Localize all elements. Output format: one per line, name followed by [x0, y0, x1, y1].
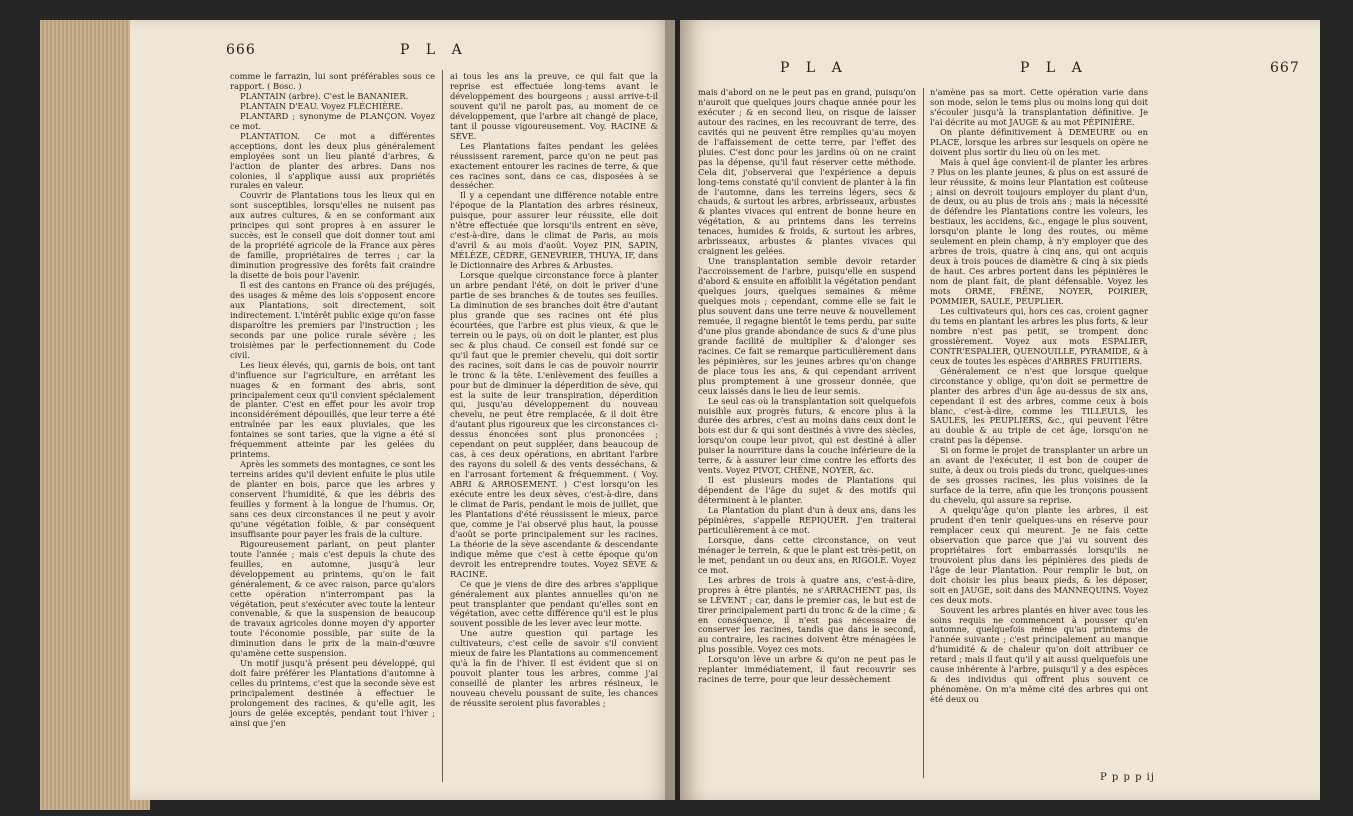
right-running-head-left: P L A — [780, 60, 848, 76]
paragraph: Lorsque quelque circonstance force à planter un arbre pendant l'été, on doit le priver d'une partie de ses branches & de toutes ses feuilles. La diminution de ses branches doit être d'autant plus grande que ses racines ont été plus écourtées, que l'arbre est plus vieux, & que le terrein ou le pays, où on doit le planter, est plus sec & plus chaud. Ce conseil est fondé sur ce qu'il faut que le premier chevelu, qui doit sortir des racines, soit dans le cas de pouvoir nourrir le tronc & la tête. L'enlèvement des feuilles a pour but de diminuer la déperdition de sève, qui est la suite de leur transpiration, déperdition qui, jusqu'au développement du nouveau chevelu, ne peut être remplacée, & il doit être d'autant plus rigoureux que les circonstances ci-dessus énoncées sont plus prononcées ; cependant on peut suppléer, dans beaucoup de cas, à ces deux opérations, en abritant l'arbre des rayons du soleil & des vents desséchans, & en l'arrosant fortement & fréquemment. ( Voy. ABRI & ARROSEMENT. ) C'est lorsqu'on les exécute entre les deux sèves, c'est-à-dire, dans le climat de Paris, pendant le mois de juillet, que les Plantations d'été réussissent le mieux, parce que, comme je l'ai observé plus haut, la pousse d'août se porte principalement sur les racines. La théorie de la sève ascendante & descendante indique même que c'est à cette époque qu'on devroit les entreprendre toutes. Voyez SÈVE & RACINE. — [450, 270, 658, 579]
right-page — [680, 20, 1320, 800]
paragraph: La Plantation du plant d'un à deux ans, dans les pépinières, s'appelle REPIQUER. J'en traiterai particulièrement à ce mot. — [698, 505, 916, 535]
paragraph: comme le farrazin, lui sont préférables sous ce rapport. ( Bosc. ) — [230, 71, 435, 91]
paragraph: PLANTARD ; synonyme de PLANÇON. Voyez ce mot. — [230, 110, 435, 131]
paragraph: Les lieux élevés, qui, garnis de bois, ont tant d'influence sur l'agriculture, en arrêtant les nuages & en formant des abris, sont principalement ceux qu'il convient spécialement de planter. C'est en effet pour les avoir trop inconsidérément dépouillés, que leur terre a été entraînée par les eaux pluviales, que les fontaines se sont taries, que la vigne a été si fréquemment atteinte par les gelées du printems. — [230, 359, 435, 460]
paragraph: Lorsque, dans cette circonstance, on veut ménager le terrein, & que le plant est très-petit, on le met, pendant un ou deux ans, en RIGOLE. Voyez ce mot. — [698, 534, 916, 575]
paragraph: n'amène pas sa mort. Cette opération varie dans son mode, selon le tems plus ou moins long qui doit s'écouler jusqu'à la transplantation définitive. Je l'ai décrite au mot JAUGE & au mot PÉPINIÈRE. — [930, 87, 1148, 127]
paragraph: PLANTAIN D'EAU. Voyez FLÉCHIÈRE. — [240, 100, 404, 111]
right-column-1 — [698, 88, 916, 685]
left-column-2 — [450, 72, 658, 709]
paragraph: Rigoureusement parlant, on peut planter toute l'année ; mais c'est depuis la chute des feuilles, en automne, jusqu'à leur développement au printems, qu'on le fait généralement, & ce avec raison, parce qu'alors cette opération n'interrompant pas la végétation, peut s'exécuter avec toute la lenteur convenable, & que la suspension de beaucoup de travaux agricoles donne moyen d'y apporter toute l'économie possible, par suite de la diminution dans le prix de la main-d'œuvre qu'amène cette suspension. — [230, 538, 435, 659]
paragraph: PLANTAIN (arbre). C'est le BANANIER. — [240, 90, 409, 101]
right-running-head-right: P L A — [1020, 60, 1088, 76]
paragraph: ai tous les ans la preuve, ce qui fait que la reprise est effectuée long-tems avant le développement des bourgeons ; aussi arrive-t-il souvent qu'il ne paroît pas, au moment de ce développement, que l'arbre ait changé de place, tant il pousse vigoureusement. Voy. RACINE & SÈVE. — [450, 71, 658, 141]
paragraph: Une transplantation semble devoir retarder l'accroissement de l'arbre, puisqu'elle en suspend d'abord & ensuite en affoiblit la végétation pendant quelques jours, quelques semaines & même quelques mois ; cependant, comme elle se fait le plus souvent dans une terre neuve & nouvellement remuée, il regagne bientôt le tems perdu, par suite d'une plus grande abondance de sucs & d'une plus grande facilité de multiplier & d'alonger ses racines. Ce fait se remarque particulièrement dans les pépinières, sur les jeunes arbres qu'on change de place tous les ans, & qui cependant arrivent plus promptement à une grosseur donnée, que ceux laissés dans le lieu de leur semis. — [698, 256, 916, 396]
paragraph: Après les sommets des montagnes, ce sont les terreins arides qu'il devient enfuite le plus utile de planter en bois, parce que les arbres y conservent l'humidité, & que les débris des feuilles y forment à la longue de l'humus. Or, sans ces deux circonstances il ne peut y avoir qu'une végétation foible, & par conséquent insuffisante pour payer les frais de la culture. — [230, 459, 435, 539]
paragraph: Souvent les arbres plantés en hiver avec tous les soins requis ne commencent à pousser qu'en automne, quelquefois même qu'au printems de l'année suivante ; c'est principalement au manque d'humidité & de chaleur qu'on doit attribuer ce retard ; mais il faut qu'il y ait aussi quelquefois une cause inhérente à l'arbre, puisqu'il y a des espèces & des individus qui offrent plus souvent ce phénomène. On m'a même cité des arbres qui ont été deux ou — [930, 604, 1148, 705]
paragraph: PLANTATION. Ce mot a différentes acceptions, dont les deux plus généralement employées sont un lieu planté d'arbres, & l'action de planter des arbres. Dans nos colonies, il s'applique aussi aux propriétés rurales en valeur. — [230, 130, 435, 191]
paragraph: Couvrir de Plantations tous les lieux qui en sont susceptibles, lorsqu'elles ne nuisent pas aux autres cultures, & en se conformant aux principes qui sont propres à en assurer le succès, est le conseil que doit donner tout ami de la propriété agricole de la France aux pères de famille, propriétaires de terres ; car la diminution progressive des forêts fait craindre la disette de bois pour l'avenir. — [230, 190, 435, 281]
column-rule — [923, 88, 924, 778]
left-column-1 — [230, 72, 435, 729]
paragraph: Une autre question qui partage les cultivateurs, c'est celle de savoir s'il convient mieux de faire les Plantations au commencement qu'à la fin de l'hiver. Il est évident que si on pouvoit planter tous les arbres, comme j'ai conseillé de planter les arbres résineux, le nouveau chevelu poussant de suite, les chances de réussite seroient plus favorables ; — [450, 628, 658, 709]
paragraph: On plante définitivement à DEMEURE ou en PLACE, lorsque les arbres sur lesquels on opère ne doivent plus sortir du lieu où on les met. — [930, 126, 1148, 157]
paragraph: Il y a cependant une différence notable entre l'époque de la Plantation des arbres résineux, puisque, pour assurer leur réussite, elle doit n'être effectuée que lorsqu'ils entrent en sève, c'est-à-dire, dans le climat de Paris, au mois d'avril & au mois d'août. Voyez PIN, SAPIN, MÉLÈZE, CÈDRE, GENEVRIER, THUYA, IF, dans le Dictionnaire des Arbres & Arbustes. — [450, 190, 658, 271]
paragraph: Il est plusieurs modes de Plantations qui dépendent de l'âge du sujet & des motifs qui déterminent à le planter. — [698, 475, 916, 506]
paragraph: Les cultivateurs qui, hors ces cas, croient gagner du tems en plantant les arbres les plus forts, & leur nombre n'est pas petit, se trompent donc grossièrement. Voyez aux mots ESPALIER, CONTR'ESPALIER, QUENOUILLE, PYRAMIDE, & à ceux de toutes les espèces d'ARBRES FRUITIERS. — [930, 305, 1148, 366]
column-rule — [442, 70, 443, 782]
paragraph: A quelqu'âge qu'on plante les arbres, il est prudent d'en tenir quelques-uns en réserve pour remplacer ceux qui meurent. Je ne fais cette observation que parce que j'ai vu souvent des propriétaires fort embarrassés lorsqu'ils ne trouvoient plus dans les pépinières des pieds de l'âge de leur Plantation. Pour remplir le but, on doit choisir les plus beaux pieds, & les déposer, soit en JAUGE, soit dans des MANNEQUINS. Voyez ces deux mots. — [930, 505, 1148, 605]
paragraph: Ce que je viens de dire des arbres s'applique généralement aux plantes annuelles qu'on ne peut transplanter que pendant qu'elles sont en végétation, avec cette différence qu'il est le plus souvent possible de les lever avec leur motte. — [450, 578, 658, 629]
left-page-number: 666 — [226, 42, 256, 58]
left-running-head: P L A — [400, 42, 468, 58]
paragraph: Mais à quel âge convient-il de planter les arbres ? Plus on les plante jeunes, & plus on est assuré de leur réussite, & moins leur Plantation est coûteuse ; ainsi on devroit toujours employer du plant d'un, de deux, ou au plus de trois ans ; mais la nécessité de défendre les Plantations contre les voleurs, les bestiaux, les accidens, &c., engage le plus souvent, lorsqu'on plante le long des routes, ou même seulement en plein champ, à n'y employer que des arbres de trois, quatre à cinq ans, qui ont acquis deux à trois pouces de diamètre & cinq à six pieds de haut. Ces arbres portent dans les pépinières le nom de plant fait, de plant défensable. Voyez les mots ORME, FRÊNE, NOYER, POIRIER, POMMIER, SAULE, PEUPLIER. — [930, 156, 1148, 307]
paragraph: Lorsqu'on lève un arbre & qu'on ne peut pas le replanter immédiatement, il faut recouvrir ses racines de terre, pour que leur dessèchement — [698, 654, 916, 685]
paragraph: Généralement ce n'est que lorsque quelque circonstance y oblige, qu'on doit se permettre de planter des arbres d'un âge au-dessus de six ans, cependant il est des arbres, comme ceux à bois blanc, c'est-à-dire, comme les TILLEULS, les SAULES, les PEUPLIERS, &c., qui peuvent l'être au double & au triple de cet âge, lorsqu'on ne craint pas la dépense. — [930, 365, 1148, 446]
paragraph: Le seul cas où la transplantation soit quelquefois nuisible aux progrès futurs, & encore plus à la durée des arbres, c'est au moins dans ceux dont le bois est dur & qui sont destinés à vivre des siècles, lorsqu'on coupe leur pivot, qui est destiné à aller puiser la nourriture dans la couche inférieure de la terre, & à assurer leur cime contre les efforts des vents. Voyez PIVOT, CHÊNE, NOYER, &c. — [698, 395, 916, 476]
left-page — [130, 20, 675, 800]
signature-mark: P p p p ij — [1100, 772, 1155, 783]
paragraph: Les arbres de trois à quatre ans, c'est-à-dire, propres à être plantés, ne s'ARRACHENT pas, ils se LÈVENT ; car, dans le premier cas, le but est de tirer principalement parti du tronc & de la cime ; & en conséquence, il n'est pas nécessaire de conserver les racines, tandis que dans le second, au contraire, les racines doivent être ménagées le plus possible. Voyez ces mots. — [698, 574, 916, 655]
paragraph: mais d'abord on ne le peut pas en grand, puisqu'on n'auroit que quelques jours chaque année pour les exécuter ; & en second lieu, on risque de laisser autour des racines, en les recouvrant de terre, des cavités qui ne peuvent être remplies qu'au moyen de l'affaissement de cette terre, par l'effet des pluies. C'est donc pour les jardins où on ne craint pas la dépense, qu'il faut réserver cette méthode. Cela dit, j'observerai que l'expérience a depuis long-tems constaté qu'il convient de planter à la fin de l'automne, dans les terreins légers, secs & chauds, & surtout les arbres, arbrisseaux, arbustes & plantes vivaces qui entrent de bonne heure en végétation, & au printems dans les terreins tenaces, humides & froids, & surtout les arbres, arbrisseaux, arbustes & plantes vivaces qui craignent les gelées. — [698, 87, 916, 257]
right-column-2 — [930, 88, 1148, 705]
paragraph: Les Plantations faites pendant les gelées réussissent rarement, parce qu'on ne peut pas exactement entourer les racines de terre, & que ces racines sont, dans ce cas, disposées à se dessécher. — [450, 140, 658, 191]
paragraph: Un motif jusqu'à présent peu développé, qui doit faire préférer les Plantations d'automne à celles du printems, c'est que la seconde sève est principalement destinée à effectuer le prolongement des racines, & qu'elle agit, les jours de gelée exceptés, pendant tout l'hiver ; ainsi que j'en — [230, 658, 435, 728]
right-page-number: 667 — [1270, 60, 1300, 76]
paragraph: Si on forme le projet de transplanter un arbre un an avant de l'exécuter, il est bon de couper de suite, à deux ou trois pieds du tronc, quelques-unes de ses grosses racines, les plus voisines de la surface de la terre, afin que les tronçons poussent du chevelu, qui assure sa reprise. — [930, 445, 1148, 506]
paragraph: Il est des cantons en France où des préjugés, des usages & même des lois s'opposent encore aux Plantations, soit directement, soit indirectement. L'intérêt public exige qu'on fasse disparoître les premiers par l'instruction ; les seconds par une police rurale sévère ; les troisièmes par le perfectionnement du Code civil. — [230, 280, 435, 360]
